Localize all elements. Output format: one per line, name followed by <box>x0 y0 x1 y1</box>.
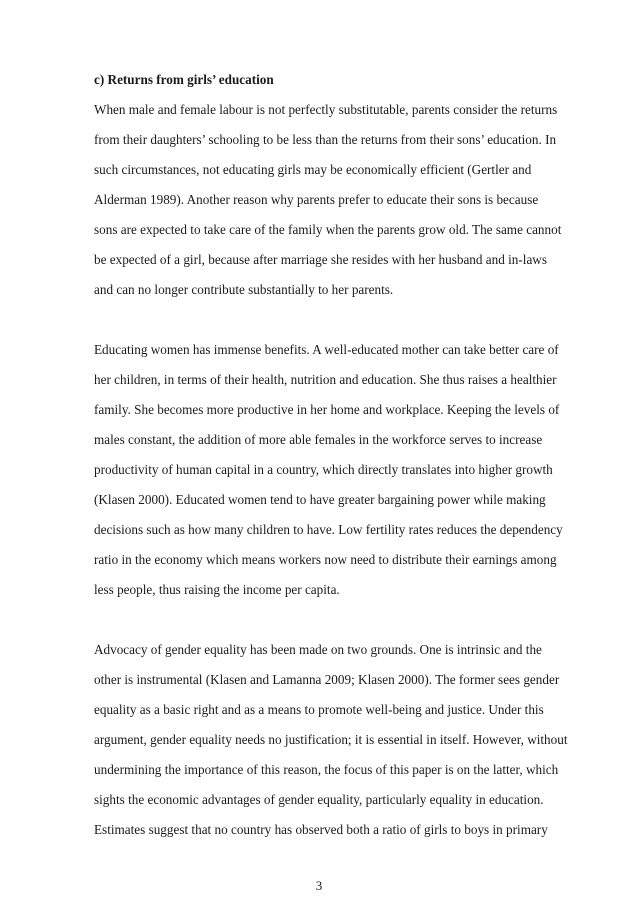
text-line: undermining the importance of this reason, the focus of this paper is on the latter, which <box>94 762 559 777</box>
text-line: equality as a basic right and as a means to promote well-being and justice. Under this <box>94 702 544 717</box>
paragraph-1 <box>94 100 562 300</box>
text-line: sights the economic advantages of gender equality, particularly equality in education. <box>94 792 544 807</box>
text-line: ratio in the economy which means workers now need to distribute their earnings among <box>94 552 557 567</box>
text-line: sons are expected to take care of the family when the parents grow old. The same cannot <box>94 222 562 237</box>
paragraph-2 <box>94 340 563 600</box>
paragraph-spacer <box>94 600 546 630</box>
document-body <box>94 70 568 840</box>
page-number: 3 <box>315 878 323 890</box>
text-line: family. She becomes more productive in her home and workplace. Keeping the levels of <box>94 402 560 417</box>
text-line: be expected of a girl, because after marriage she resides with her husband and in-laws <box>94 252 547 267</box>
text-line: productivity of human capital in a country, which directly translates into higher growth <box>94 462 553 477</box>
text-line: other is instrumental (Klasen and Lamanna 2009; Klasen 2000). The former sees gender <box>94 672 560 687</box>
text-line: and can no longer contribute substantially to her parents. <box>94 282 394 297</box>
text-line: argument, gender equality needs no justification; it is essential in itself. However, without <box>94 732 568 747</box>
text-line: When male and female labour is not perfectly substitutable, parents consider the returns <box>94 102 558 117</box>
text-line: males constant, the addition of more able females in the workforce serves to increase <box>94 432 543 447</box>
text-line: her children, in terms of their health, nutrition and education. She thus raises a healthier <box>94 372 557 387</box>
section-heading: c) Returns from girls’ education <box>94 72 274 87</box>
text-line: decisions such as how many children to have. Low fertility rates reduces the dependency <box>94 522 563 537</box>
text-line: such circumstances, not educating girls may be economically efficient (Gertler and <box>94 162 532 177</box>
text-line: (Klasen 2000). Educated women tend to have greater bargaining power while making <box>94 492 546 507</box>
text-line: Educating women has immense benefits. A well-educated mother can take better care of <box>94 342 559 357</box>
text-line: Alderman 1989). Another reason why parents prefer to educate their sons is because <box>94 192 539 207</box>
paragraph-spacer <box>94 300 546 330</box>
text-line: Estimates suggest that no country has observed both a ratio of girls to boys in primary <box>94 822 548 837</box>
text-line: Advocacy of gender equality has been made on two grounds. One is intrinsic and the <box>94 642 542 657</box>
paragraph-3 <box>94 640 568 840</box>
text-line: from their daughters’ schooling to be less than the returns from their sons’ education. In <box>94 132 557 147</box>
text-line: less people, thus raising the income per capita. <box>94 582 340 597</box>
